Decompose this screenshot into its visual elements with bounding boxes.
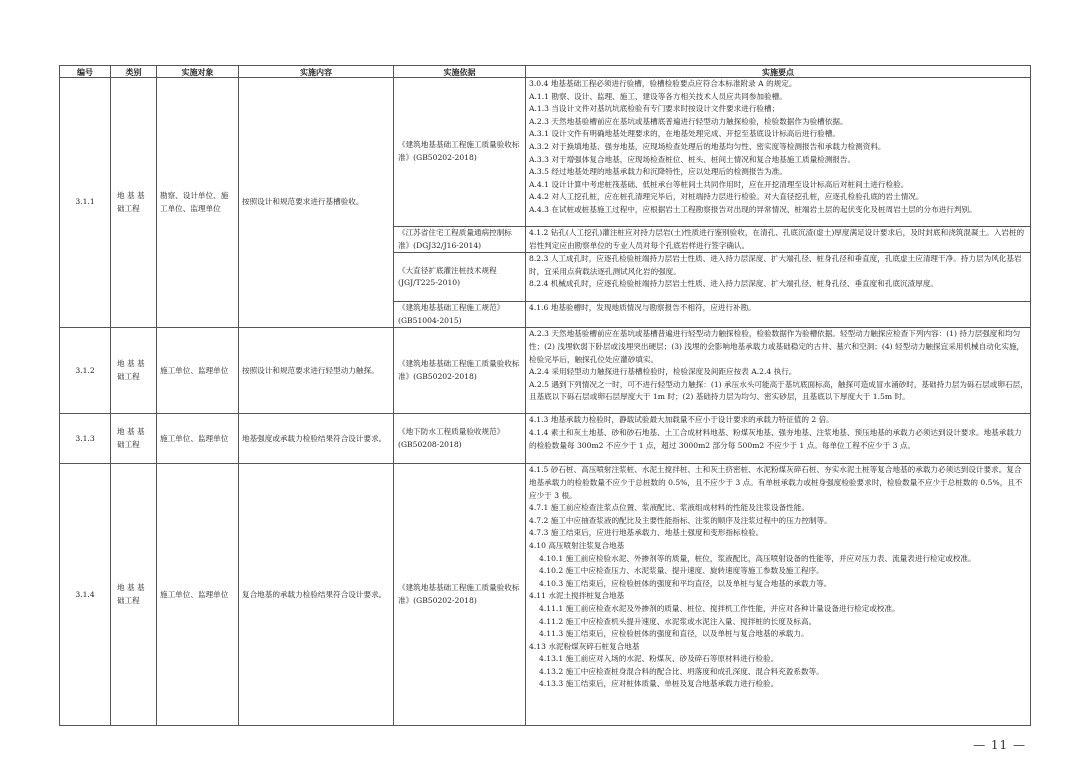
- key-point: 4.13.2 施工中应检查桩身混合料的配合比、坍落度和成孔深度、混合料充盈系数等。: [539, 666, 824, 676]
- key-point: 4.10 高压喷射注浆复合地基: [529, 540, 625, 550]
- table-row: [60, 464, 1031, 726]
- item-key-points: [526, 414, 1031, 464]
- item-content: 复合地基的承载力检验结果符合设计要求。: [239, 464, 394, 726]
- key-point: 4.1.2 钻孔(人工挖孔)灌注桩应对持力层岩(土)性质进行鉴别验收，在清孔、孔底沉渣(虚土)厚度满足设计要求后，及时封底和浇筑混凝土。入岩桩的岩性判定应由勘察单位的专业人员对每个孔底岩样进行签字确认。: [529, 228, 1025, 250]
- item-number: 3.1.4: [60, 464, 111, 726]
- item-basis: 《大直径扩底灌注桩技术规程(JGJ/T225-2010): [394, 253, 526, 302]
- key-point: 4.10.1 施工前应检验水泥、外掺剂等的质量，桩位，浆液配比，高压喷射设备的性能等，并应对压力表、流量表进行检定或校准。: [539, 553, 976, 563]
- key-point: 4.1.4 素土和灰土地基、砂和砂石地基、土工合成材料地基、粉煤灰地基、强夯地基、注浆地基、预压地基的承载力必须达到设计要求。地基承载力的检验数量每 300m2 不应少于 1 点，超过 3000m2 部分每 500m2 不应少于 1 点。每单位工程不应少于 3 点。: [529, 427, 1022, 450]
- key-point: 4.7.1 施工前应检查注浆点位置、浆液配比、浆液组成材料的性能及注浆设备性能。: [529, 503, 809, 513]
- item-key-points: [526, 253, 1031, 302]
- key-point: 4.1.5 砂石桩、高压喷射注浆桩、水泥土搅拌桩、土和灰土挤密桩、水泥粉煤灰碎石桩、夯实水泥土桩等复合地基的承载力必须达到设计要求。复合地基承载力的检验数量不应少于总桩数的 0.5%，且不应少于 3 点。有单桩承载力或桩身强度检验要求时，检验数量不应少于总桩数的 0.5%，且不应少于 3 根。: [529, 465, 1023, 500]
- key-point: 8.2.4 机械成孔时，应逐孔检验桩端持力层岩土性质、进入持力层深度、扩大端孔径、桩身孔径、垂直度和孔底沉渣厚度。: [529, 279, 939, 289]
- item-key-points: [526, 227, 1031, 253]
- item-basis: 《地下防水工程质量验收规范》(GB50208-2018): [394, 414, 526, 464]
- table-row: [60, 414, 1031, 464]
- item-content: 按照设计和规范要求进行基槽验收。: [239, 78, 394, 328]
- item-key-points: [526, 328, 1031, 414]
- key-point: 4.11.2 施工中应检查机头提升速度、水泥浆或水泥注入量、搅拌桩的长度及标高。: [539, 616, 817, 626]
- key-point: 4.13 水泥粉煤灰碎石桩复合地基: [529, 641, 640, 651]
- page-number: — 11 —: [973, 738, 1026, 752]
- key-point: A.4.1 设计计算中考虑桩筏基础、低桩承台等桩间土共同作用时，应在开挖清理至设计标高后对桩间土进行检验。: [529, 179, 909, 189]
- key-point: 4.10.3 施工结束后，应检验桩体的强度和平均直径，以及单桩与复合地基的承载力等。: [539, 578, 832, 588]
- header-key-points: 实施要点: [526, 66, 1031, 78]
- item-key-points: [526, 464, 1031, 726]
- table-header-row: [60, 66, 1031, 78]
- key-point: A.1.3 当设计文件对基坑坑底检验有专门要求时按设计文件要求进行验槽；: [529, 104, 780, 114]
- item-basis: 《建筑地基基础工程施工规范》(GB51004-2015): [394, 302, 526, 328]
- item-key-points: [526, 302, 1031, 328]
- item-category: 地 基 基 础工程: [111, 78, 157, 328]
- item-category: 地 基 基 础工程: [111, 328, 157, 414]
- key-point: 4.13.1 施工前应对入场的水泥、粉煤灰、砂及碎石等原材料进行检验。: [539, 654, 779, 664]
- table-row: [60, 328, 1031, 414]
- item-basis: 《建筑地基基础工程施工质量验收标准》(GB50202-2018): [394, 78, 526, 227]
- key-point: 4.10.2 施工中应检查压力、水泥浆量、提升速度、旋转速度等施工参数及施工程序。: [539, 566, 824, 576]
- item-target: 施工单位、监理单位: [157, 328, 239, 414]
- header-category: 类别: [111, 66, 157, 78]
- header-target: 实施对象: [157, 66, 239, 78]
- item-number: 3.1.3: [60, 414, 111, 464]
- key-point: A.4.2 对人工挖孔桩，应在桩孔清理完毕后，对桩端持力层进行检验。对大直径挖孔桩，应逐孔检验孔底的岩土情况。: [529, 192, 924, 202]
- key-point: 8.2.3 人工成孔时，应逐孔检验桩端持力层岩土性质、进入持力层深度、扩大端孔径、桩身孔径和垂直度，孔底虚土应清理干净。持力层为风化基岩时，宜采用点荷载法逐孔测试风化岩的强度。: [529, 254, 1022, 276]
- key-point: 4.7.3 施工结束后，应进行地基承载力、地基土强度和变形指标检验。: [529, 528, 764, 538]
- key-point: A.1.1 勘察、设计、监理、施工、建设等各方相关技术人员应共同参加验槽。: [529, 91, 787, 101]
- implementation-table: [59, 65, 1031, 726]
- key-point: A.3.3 对于增强体复合地基，应现场检查桩位、桩头、桩间土情况和复合地基施工质量检测报告。: [529, 154, 856, 164]
- item-basis: 《建筑地基基础工程施工质量验收标准》(GB50202-2018): [394, 464, 526, 726]
- item-basis: 《建筑地基基础工程施工质量验收标准》(GB50202-2018): [394, 328, 526, 414]
- key-point: 4.7.2 施工中应抽查浆液的配比及主要性能指标、注浆的顺序及注浆过程中的压力控制等。: [529, 515, 832, 525]
- item-category: 地 基 基 础工程: [111, 464, 157, 726]
- header-number: 编号: [60, 66, 111, 78]
- key-point: A.2.4 采用轻型动力触探进行基槽检验时，检验深度及间距应按表 A.2.4 执行。: [529, 367, 797, 377]
- key-point: A.2.3 天然地基验槽前应在基坑或基槽底普遍进行轻型动力触探检验，检验数据作为验槽依据。: [529, 116, 848, 126]
- key-point: 4.1.6 地基验槽时，发现地质情况与勘察报告不相符，应进行补勘。: [529, 303, 756, 313]
- item-content: 按照设计和规范要求进行轻型动力触探。: [239, 328, 394, 414]
- key-point: 4.1.3 地基承载力检验时，静载试验最大加载量不应小于设计要求的承载力特征值的 2 倍。: [529, 415, 834, 425]
- key-point: A.3.5 经过地基处理的地基承载力和沉降特性，应以处理后的检测报告为准。: [529, 167, 787, 177]
- item-target: 施工单位、监理单位: [157, 414, 239, 464]
- item-target: 勘察、设计单位、施工单位、监理单位: [157, 78, 239, 328]
- key-point: 3.0.4 地基基础工程必须进行验槽，验槽检验要点应符合本标准附录 A 的规定。: [529, 79, 797, 88]
- item-basis: 《江苏省住宅工程质量通病控制标准》(DGJ32/J16-2014): [394, 227, 526, 253]
- item-number: 3.1.2: [60, 328, 111, 414]
- key-point: 4.11.1 施工前应检查水泥及外掺剂的质量、桩位、搅拌机工作性能，并应对各种计量设备进行检定或校准。: [539, 603, 900, 613]
- table-body: [60, 78, 1031, 726]
- key-point: A.2.3 天然地基验槽前应在基坑或基槽普遍进行轻型动力触探检验，检验数据作为验槽依据。轻型动力触探应检查下列内容：(1) 持力层强度和均匀性；(2) 浅埋软弱下卧层或浅埋突出硬层；(3) 浅埋的会影响地基承载力或基础稳定的古井、墓穴和空洞；(4) 轻型动力触探宜采用机械自动化实施，检验完毕后，触探孔位处应灌砂填实。: [529, 329, 1025, 364]
- item-target: 施工单位、监理单位: [157, 464, 239, 726]
- item-key-points: [526, 78, 1031, 227]
- item-content: 地基强度或承载力检验结果符合设计要求。: [239, 414, 394, 464]
- key-point: A.4.3 在试桩或桩基施工过程中，应根据岩土工程勘察报告对出现的异常情况、桩端岩土层的起伏变化及桩周岩土层的分布进行判别。: [529, 204, 977, 214]
- key-point: 4.11 水泥土搅拌桩复合地基: [529, 591, 625, 601]
- header-content: 实施内容: [239, 66, 394, 78]
- key-point: 4.11.3 施工结束后，应检验桩体的强度和直径，以及单桩与复合地基的承载力。: [539, 629, 809, 639]
- item-number: 3.1.1: [60, 78, 111, 328]
- item-category: 地 基 基 础工程: [111, 414, 157, 464]
- key-point: A.2.5 遇到下列情况之一时，可不进行轻型动力触探：(1) 承压水头可能高于基坑底面标高，触探可造成冒水涌砂时，基础持力层为砾石层或卵石层，且基底以下砾石层或卵石层厚度大于 1m 时；(2) 基础持力层为均匀、密实砂层，且基底以下厚度大于 1.5m 时。: [529, 379, 1028, 402]
- key-point: A.3.1 设计文件有明确地基处理要求的，在地基处理完成、开挖至基底设计标高后进行验槽。: [529, 129, 840, 139]
- header-basis: 实施依据: [394, 66, 526, 78]
- key-point: A.3.2 对于换填地基、强夯地基，应现场检查处理后的地基均匀性、密实度等检测报告和承载力检测资料。: [529, 141, 886, 151]
- table-row: [60, 78, 1031, 227]
- document-page: [59, 65, 1030, 726]
- key-point: 4.13.3 施工结束后，应对桩体质量、单桩及复合地基承载力进行检验。: [539, 679, 779, 689]
